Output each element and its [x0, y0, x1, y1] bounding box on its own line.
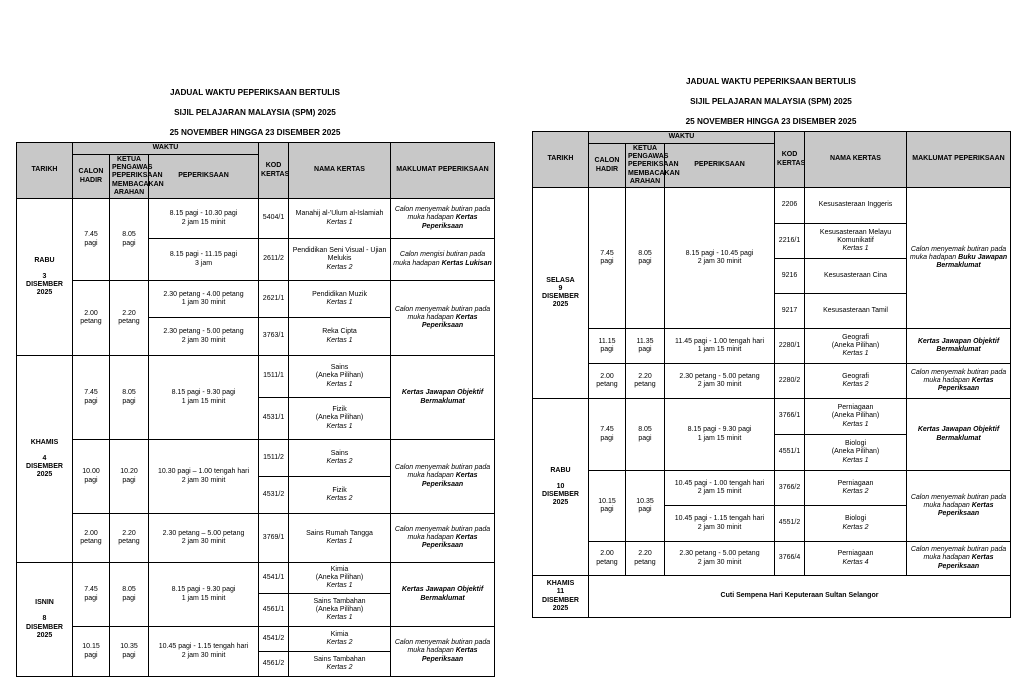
paper-label: Kertas 1	[326, 582, 353, 590]
header-kod-kertas: KOD KERTAS	[775, 132, 805, 188]
header-kod-kertas: KOD KERTAS	[259, 143, 289, 199]
timetable-page-right	[532, 67, 1010, 618]
nama-kertas-cell	[289, 318, 391, 356]
title-line-2: SIJIL PELAJARAN MALAYSIA (SPM) 2025	[690, 97, 852, 106]
nama-kertas-cell	[805, 542, 907, 576]
title-line-1: JADUAL WAKTU PEPERIKSAAN BERTULIS	[170, 88, 340, 97]
nama-kertas-cell	[289, 281, 391, 318]
paper-label: Kertas 1	[326, 218, 353, 226]
title-line-3: 25 NOVEMBER HINGGA 23 DISEMBER 2025	[685, 117, 857, 126]
table-row	[17, 627, 495, 652]
header-tarikh: TARIKH	[17, 143, 73, 199]
exam-time-cell: 8.15 pagi - 10.30 pagi 2 jam 15 minit	[149, 199, 259, 239]
nama-kertas-cell	[289, 594, 391, 627]
maklumat-cell: Kertas Jawapan Objektif Bermaklumat	[391, 563, 495, 627]
header-maklumat: MAKLUMAT PEPERIKSAAN	[391, 143, 495, 199]
paper-label: Kertas 2	[842, 488, 869, 496]
nama-kertas-cell	[805, 364, 907, 399]
subject-name: Reka Cipta	[322, 328, 357, 336]
table-row	[17, 440, 495, 477]
exam-time-cell: 10.30 pagi – 1.00 tengah hari 2 jam 30 minit	[149, 440, 259, 514]
kod-kertas-cell: 1511/1	[259, 356, 289, 398]
exam-time-cell: 2.30 petang - 4.00 petang 1 jam 30 minit	[149, 281, 259, 318]
exam-time-cell: 8.15 pagi - 10.45 pagi 2 jam 30 minit	[665, 188, 775, 329]
kod-kertas-cell: 4561/1	[259, 594, 289, 627]
header-calon-hadir: CALON HADIR	[589, 144, 626, 188]
ketua-pengawas-cell: 2.20 petang	[110, 514, 149, 563]
note-emphasis: Kertas Peperiksaan	[421, 647, 478, 663]
paper-label: Kertas 4	[842, 558, 869, 566]
kod-kertas-cell: 3766/1	[775, 399, 805, 435]
table-row	[533, 576, 1011, 618]
kod-kertas-cell: 4561/2	[259, 652, 289, 677]
subject-name: Kesusasteraan Tamil	[823, 306, 888, 314]
calon-hadir-cell: 7.45 pagi	[73, 199, 110, 281]
note-emphasis: Kertas Peperiksaan	[421, 472, 478, 488]
calon-hadir-cell: 2.00 petang	[589, 542, 626, 576]
table-row	[533, 188, 1011, 224]
subject-name: Manahij al-'Ulum al-Islamiah	[295, 210, 384, 218]
nama-kertas-cell	[289, 514, 391, 563]
nama-kertas-cell	[805, 471, 907, 506]
table-row	[17, 514, 495, 563]
ketua-pengawas-cell: 8.05 pagi	[626, 399, 665, 471]
note-text: Calon menyemak butiran pada muka hadapan	[910, 493, 1007, 509]
ketua-pengawas-cell: 11.35 pagi	[626, 329, 665, 364]
date-cell: RABU 10 DISEMBER 2025	[533, 399, 589, 576]
exam-time-cell: 8.15 pagi - 9.30 pagi 1 jam 15 minit	[665, 399, 775, 471]
maklumat-cell	[907, 542, 1011, 576]
ketua-pengawas-cell: 2.20 petang	[626, 364, 665, 399]
timetable-right	[532, 131, 1011, 618]
page-title	[532, 67, 1010, 127]
maklumat-cell	[391, 627, 495, 677]
note-text: Calon menyemak butiran pada muka hadapan	[910, 368, 1007, 384]
maklumat-cell	[391, 239, 495, 281]
subject-name: Perniagaan	[837, 550, 874, 558]
note-emphasis: Kertas Peperiksaan	[937, 554, 994, 570]
header-ketua-pengawas: KETUA PENGAWAS PEPERIKSAAN MEMBACAKAN ARAHAN	[110, 155, 149, 199]
note-emphasis: Kertas Peperiksaan	[937, 501, 994, 518]
paper-label: Kertas 1	[326, 380, 353, 388]
nama-kertas-cell	[805, 399, 907, 435]
subject-name: Perniagaan	[837, 479, 874, 487]
calon-hadir-cell: 2.00 petang	[73, 514, 110, 563]
note-emphasis: Kertas Peperiksaan	[421, 214, 478, 230]
table-row	[17, 356, 495, 398]
kod-kertas-cell: 4551/2	[775, 506, 805, 542]
title-line-1: JADUAL WAKTU PEPERIKSAAN BERTULIS	[686, 77, 856, 86]
header-peperiksaan: PEPERIKSAAN	[149, 155, 259, 199]
nama-kertas-cell	[805, 224, 907, 259]
table-row	[533, 471, 1011, 506]
paper-label: Kertas 1	[326, 422, 353, 430]
ketua-pengawas-cell: 10.35 pagi	[626, 471, 665, 542]
maklumat-cell	[907, 364, 1011, 399]
exam-time-cell: 2.30 petang – 5.00 petang 2 jam 30 minit	[149, 514, 259, 563]
title-line-2: SIJIL PELAJARAN MALAYSIA (SPM) 2025	[174, 108, 336, 117]
exam-time-cell: 10.45 pagi - 1.15 tengah hari 2 jam 30 minit	[665, 506, 775, 542]
header-waktu: WAKTU	[589, 132, 775, 144]
table-row	[17, 563, 495, 594]
note-text: Calon mengisi butiran pada muka hadapan	[393, 251, 486, 267]
calon-hadir-cell: 7.45 pagi	[589, 399, 626, 471]
holiday-cell: Cuti Sempena Hari Keputeraan Sultan Selangor	[589, 576, 1011, 618]
kod-kertas-cell: 3766/4	[775, 542, 805, 576]
nama-kertas-cell	[805, 506, 907, 542]
kod-kertas-cell: 2216/1	[775, 224, 805, 259]
ketua-pengawas-cell: 10.20 pagi	[110, 440, 149, 514]
table-row	[533, 364, 1011, 399]
kod-kertas-cell: 4541/1	[259, 563, 289, 594]
calon-hadir-cell: 10.15 pagi	[589, 471, 626, 542]
maklumat-cell	[391, 281, 495, 356]
note-emphasis: Kertas Peperiksaan	[421, 313, 478, 330]
header-peperiksaan: PEPERIKSAAN	[665, 144, 775, 188]
nama-kertas-cell	[289, 199, 391, 239]
nama-kertas-cell	[289, 563, 391, 594]
exam-time-cell: 8.15 pagi - 11.15 pagi 3 jam	[149, 239, 259, 281]
maklumat-cell	[907, 471, 1011, 542]
header-calon-hadir: CALON HADIR	[73, 155, 110, 199]
table-row	[17, 281, 495, 318]
nama-kertas-cell	[289, 652, 391, 677]
exam-time-cell: 8.15 pagi - 9.30 pagi 1 jam 15 minit	[149, 356, 259, 440]
note-text: Calon menyemak butiran pada muka hadapan	[394, 206, 491, 222]
paper-label: Kertas 2	[326, 263, 353, 271]
kod-kertas-cell: 1511/2	[259, 440, 289, 477]
date-cell: RABU 3 DISEMBER 2025	[17, 199, 73, 356]
calon-hadir-cell: 2.00 petang	[589, 364, 626, 399]
exam-time-cell: 2.30 petang - 5.00 petang 2 jam 30 minit	[665, 364, 775, 399]
kod-kertas-cell: 2280/2	[775, 364, 805, 399]
maklumat-cell	[391, 440, 495, 514]
kod-kertas-cell: 9217	[775, 294, 805, 329]
note-text: Calon menyemak butiran pada muka hadapan	[394, 639, 491, 655]
exam-time-cell: 10.45 pagi - 1.15 tengah hari 2 jam 30 minit	[149, 627, 259, 677]
kod-kertas-cell: 4551/1	[775, 435, 805, 471]
subject-name: Sains Tambahan (Aneka Pilihan)	[313, 597, 366, 613]
timetable-left	[16, 142, 495, 677]
header-ketua-pengawas: KETUA PENGAWAS PEPERIKSAAN MEMBACAKAN ARAHAN	[626, 144, 665, 188]
ketua-pengawas-cell: 8.05 pagi	[110, 356, 149, 440]
title-line-3: 25 NOVEMBER HINGGA 23 DISEMBER 2025	[169, 128, 341, 137]
paper-label: Kertas 1	[326, 614, 353, 622]
subject-name: Kimia	[330, 630, 349, 638]
nama-kertas-cell	[805, 259, 907, 294]
kod-kertas-cell: 4531/1	[259, 398, 289, 440]
nama-kertas-cell	[289, 477, 391, 514]
kod-kertas-cell: 2611/2	[259, 239, 289, 281]
exam-time-cell: 11.45 pagi - 1.00 tengah hari 1 jam 15 minit	[665, 329, 775, 364]
page-title	[16, 78, 494, 138]
maklumat-cell: Kertas Jawapan Objektif Bermaklumat	[907, 329, 1011, 364]
note-text: Calon menyemak butiran pada muka hadapan	[909, 245, 1007, 261]
date-cell: KHAMIS 4 DISEMBER 2025	[17, 356, 73, 563]
kod-kertas-cell: 5404/1	[259, 199, 289, 239]
subject-name: Kimia (Aneka Pilihan)	[315, 565, 364, 581]
paper-label: Kertas 2	[842, 381, 869, 389]
table-row	[17, 199, 495, 239]
table-row	[533, 399, 1011, 435]
kod-kertas-cell: 4531/2	[259, 477, 289, 514]
date-cell: KHAMIS 11 DISEMBER 2025	[533, 576, 589, 618]
exam-time-cell: 8.15 pagi - 9.30 pagi 1 jam 15 minit	[149, 563, 259, 627]
kod-kertas-cell: 2621/1	[259, 281, 289, 318]
subject-name: Fizik	[332, 486, 347, 494]
subject-name: Kesusasteraan Cina	[823, 271, 888, 279]
timetable-page-left	[16, 78, 494, 677]
note-text: Calon menyemak butiran pada muka hadapan	[910, 546, 1007, 562]
subject-name: Geografi (Aneka Pilihan)	[831, 333, 880, 349]
note-text: Calon menyemak butiran pada muka hadapan	[394, 464, 491, 480]
calon-hadir-cell: 2.00 petang	[73, 281, 110, 356]
subject-name: Kesusasteraan Inggeris	[818, 201, 893, 209]
nama-kertas-cell	[805, 329, 907, 364]
kod-kertas-cell: 2206	[775, 188, 805, 224]
kod-kertas-cell: 3769/1	[259, 514, 289, 563]
header-nama-kertas: NAMA KERTAS	[289, 143, 391, 199]
ketua-pengawas-cell: 8.05 pagi	[110, 199, 149, 281]
nama-kertas-cell	[289, 398, 391, 440]
subject-name: Pendidikan Seni Visual - Ujian Melukis	[292, 247, 387, 263]
paper-label: Kertas 2	[326, 458, 353, 466]
header-tarikh: TARIKH	[533, 132, 589, 188]
maklumat-cell: Kertas Jawapan Objektif Bermaklumat	[907, 399, 1011, 471]
subject-name: Fizik (Aneka Pilihan)	[315, 406, 364, 422]
maklumat-cell: Kertas Jawapan Objektif Bermaklumat	[391, 356, 495, 440]
date-cell: ISNIN 8 DISEMBER 2025	[17, 563, 73, 677]
header-maklumat: MAKLUMAT PEPERIKSAAN	[907, 132, 1011, 188]
subject-name: Pendidikan Muzik	[312, 290, 367, 298]
subject-name: Sains	[330, 449, 349, 457]
kod-kertas-cell: 9216	[775, 259, 805, 294]
paper-label: Kertas 1	[326, 299, 353, 307]
paper-label: Kertas 1	[842, 456, 869, 464]
note-text: Calon menyemak butiran pada muka hadapan	[394, 525, 491, 541]
nama-kertas-cell	[805, 188, 907, 224]
exam-time-cell: 2.30 petang - 5.00 petang 2 jam 30 minit	[665, 542, 775, 576]
ketua-pengawas-cell: 8.05 pagi	[110, 563, 149, 627]
ketua-pengawas-cell: 8.05 pagi	[626, 188, 665, 329]
kod-kertas-cell: 2280/1	[775, 329, 805, 364]
subject-name: Geografi	[842, 372, 869, 380]
calon-hadir-cell: 11.15 pagi	[589, 329, 626, 364]
paper-label: Kertas 1	[842, 245, 869, 253]
maklumat-cell	[391, 514, 495, 563]
kod-kertas-cell: 3763/1	[259, 318, 289, 356]
kod-kertas-cell: 3766/2	[775, 471, 805, 506]
calon-hadir-cell: 7.45 pagi	[73, 563, 110, 627]
nama-kertas-cell	[805, 294, 907, 329]
ketua-pengawas-cell: 2.20 petang	[110, 281, 149, 356]
note-emphasis: Kertas Peperiksaan	[421, 533, 478, 550]
table-row	[533, 542, 1011, 576]
subject-name: Sains Tambahan	[313, 655, 366, 663]
subject-name: Sains (Aneka Pilihan)	[315, 364, 364, 380]
nama-kertas-cell	[805, 435, 907, 471]
paper-label: Kertas 1	[842, 420, 869, 428]
note-emphasis: Kertas Lukisan	[441, 259, 492, 267]
nama-kertas-cell	[289, 239, 391, 281]
nama-kertas-cell	[289, 627, 391, 652]
subject-name: Biologi (Aneka Pilihan)	[831, 440, 880, 456]
nama-kertas-cell	[289, 356, 391, 398]
calon-hadir-cell: 7.45 pagi	[589, 188, 626, 329]
paper-label: Kertas 2	[326, 495, 353, 503]
calon-hadir-cell: 10.15 pagi	[73, 627, 110, 677]
paper-label: Kertas 1	[326, 538, 353, 546]
calon-hadir-cell: 10.00 pagi	[73, 440, 110, 514]
calon-hadir-cell: 7.45 pagi	[73, 356, 110, 440]
header-nama-kertas: NAMA KERTAS	[805, 132, 907, 188]
date-cell: SELASA 9 DISEMBER 2025	[533, 188, 589, 399]
kod-kertas-cell: 4541/2	[259, 627, 289, 652]
nama-kertas-cell	[289, 440, 391, 477]
header-waktu: WAKTU	[73, 143, 259, 155]
exam-time-cell: 2.30 petang - 5.00 petang 2 jam 30 minit	[149, 318, 259, 356]
paper-label: Kertas 1	[326, 336, 353, 344]
subject-name: Biologi	[845, 515, 867, 523]
subject-name: Perniagaan (Aneka Pilihan)	[831, 404, 880, 420]
paper-label: Kertas 2	[326, 639, 353, 647]
ketua-pengawas-cell: 2.20 petang	[626, 542, 665, 576]
note-emphasis: Buku Jawapan Bermaklumat	[936, 253, 1008, 270]
exam-time-cell: 10.45 pagi - 1.00 tengah hari 2 jam 15 minit	[665, 471, 775, 506]
table-row	[533, 329, 1011, 364]
paper-label: Kertas 2	[842, 523, 869, 531]
ketua-pengawas-cell: 10.35 pagi	[110, 627, 149, 677]
note-text: Calon menyemak butiran pada muka hadapan	[394, 305, 491, 321]
subject-name: Sains Rumah Tangga	[306, 529, 373, 537]
maklumat-cell	[907, 188, 1011, 329]
maklumat-cell	[391, 199, 495, 239]
paper-label: Kertas 2	[326, 664, 353, 672]
subject-name: Kesusasteraan Melayu Komunikatif	[819, 228, 892, 244]
paper-label: Kertas 1	[842, 350, 869, 358]
note-emphasis: Kertas Peperiksaan	[937, 376, 994, 393]
